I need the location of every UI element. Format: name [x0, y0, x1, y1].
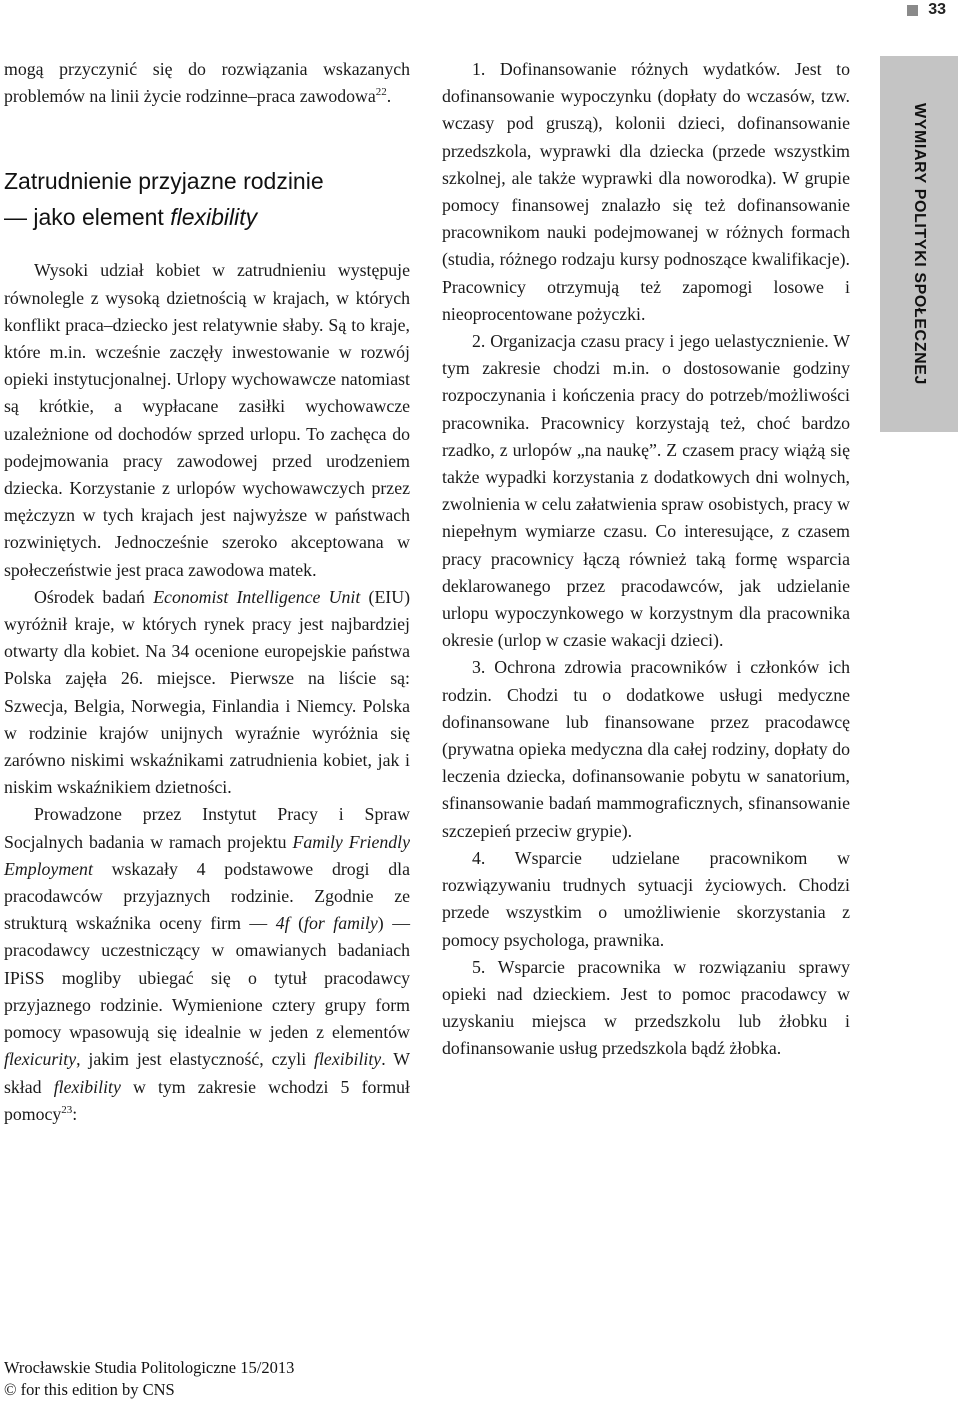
journal-name: Wrocławskie Studia Politologiczne 15/2013: [4, 1358, 295, 1377]
ipiss-text-e: , jakim jest elastyczność, czyli: [76, 1049, 315, 1070]
section-side-tab: [880, 56, 958, 432]
paragraph-eiu: [4, 584, 410, 802]
footnote-ref-23: 23: [61, 1103, 73, 1116]
intro-text: mogą przyczynić się do rozwiązania wskazanych problemów na linii życie rodzinne–praca zawodowa: [4, 59, 410, 107]
ipiss-text-b: wskazały 4 podstawowe drogi dla pracodawców przyjaznych rodzinie. Zgodnie ze strukturą wskaźnika oceny firm —: [4, 858, 410, 934]
term-4f: 4f: [275, 913, 290, 934]
square-icon: [907, 5, 918, 16]
project-name: Family Friendly Employment: [4, 831, 410, 879]
footnote-ref-22: 22: [375, 86, 387, 99]
list-item-3: 3. Ochrona zdrowia pracowników i członków ich rodzin. Chodzi tu o dodatkowe usługi medyczne dofinansowane lub finansowane przez pracodawcę (prywatna opieka medyczna dla całej rodziny, dopłaty do leczenia dziecka, dofinansowanie pobytu w sanatorium, sfinansowanie badań mammograficznych, sfinansowanie szczepień przeciw grypie).: [442, 657, 850, 841]
eiu-text-b: (EIU) wyróżnił kraje, w których rynek pracy jest najbardziej otwarty dla kobiet. Na 34 ocenione europejskie państwa Polska zajęła 26. miejsce. Pierwsze na liście są: Szwecja, Belgia, Norwegia, Finlandia i Niemcy. Polska w rodzinie krajów unijnych wyraźnie wyróżnia się zarówno niskimi wskaźnikami zatrudnienia kobiet, jak i niskim wskaźnikiem dzietności.: [4, 586, 410, 798]
right-column: [442, 56, 850, 1063]
heading-line-2: [4, 199, 410, 235]
side-tab-label: WYMIARY POLITYKI SPOŁECZNEJ: [911, 102, 928, 385]
paragraph-employment: Wysoki udział kobiet w zatrudnieniu występuje równolegle z wysoką dzietnością w krajach, w których konflikt praca–dziecko jest relatywnie słaby. Są to kraje, które m.in. wcześnie zaczęły inwestowanie w rozwój opieki instytucjonalnej. Urlopy wychowawcze natomiast są krótkie, a wypłacane zasiłki wychowawcze uzależnione od dochodów sprzed urlopu. To zachęca do podejmowania pracy zawodowej przed urodzeniem dziecka. Korzystanie z urlopów wychowawczych przez mężczyzn w tych krajach jest najwyższe w państwach rozwiniętych. Jednocześnie szeroko akceptowana w społeczeństwie jest praca zawodowa matek.: [4, 260, 410, 580]
term-for-family: for family: [304, 913, 378, 934]
copyright-notice: © for this edition by CNS: [4, 1380, 175, 1399]
list-item-1: 1. Dofinansowanie różnych wydatków. Jest to dofinansowanie wypoczynku (dopłaty do wczasów, tzw. wczasy pod gruszą), kolonii dzieci, dofinansowanie przedszkola, wyprawki dla dziecka (przede wszystkim szkolnej, ale także wyprawki dla noworodka). W grupie pomocy finansowej znalazło się też dofinansowanie pracownikom nauki podejmowanej w różnych formach (studia, różnego rodzaju kursy podnoszące kwalifikacje). Pracownicy otrzymują też zapomogi losowe i nieoprocentowane pożyczki.: [442, 59, 850, 324]
heading-flexibility: flexibility: [170, 204, 258, 231]
eiu-text-a: Ośrodek badań: [34, 586, 154, 607]
page-header: [907, 0, 946, 20]
ipiss-text-g: w tym zakresie wchodzi 5 formuł pomocy: [4, 1076, 410, 1124]
list-item-4: 4. Wsparcie udzielane pracownikom w rozwiązywaniu trudnych sytuacji życiowych. Chodzi przede wszystkim o umożliwienie skorzystania z pomocy psychologa, prawnika.: [442, 847, 850, 950]
term-flexibility-1: flexibility: [314, 1049, 382, 1070]
ipiss-text-f: . W skład: [4, 1049, 411, 1097]
ipiss-text-h: :: [72, 1103, 78, 1124]
term-flexibility-2: flexibility: [53, 1076, 121, 1097]
heading-line-2-prefix: — jako element: [4, 204, 171, 231]
list-item-5: 5. Wsparcie pracownika w rozwiązaniu sprawy opieki nad dzieckiem. Jest to pomoc pracodawcy w uzyskaniu miejsca w przedszkolu lub żłobku i dofinansowanie usług przedszkola bądź żłobka.: [442, 956, 850, 1059]
paragraph-ipiss: [4, 801, 410, 1127]
intro-end: .: [386, 86, 392, 107]
left-column: [4, 56, 410, 1128]
eiu-name: Economist Intelligence Unit: [153, 586, 361, 607]
ipiss-text-c: (: [289, 913, 305, 934]
ipiss-text-a: Prowadzone przez Instytut Pracy i Spraw Socjalnych badania w ramach projektu: [4, 804, 410, 852]
list-item-2: 2. Organizacja czasu pracy i jego uelastycznienie. W tym zakresie chodzi m.in. o dostosowanie godziny rozpoczynania i kończenia pracy do potrzeb/możliwości pracownika. Pracownicy korzystają też, choć bardzo rzadko, z urlopów „na naukę”. Z czasem pracy wiążą się także wypadki korzystania z dodatkowych dni wolnych, zwolnienia w celu załatwienia spraw osobistych, pracy w niepełnym wymiarze czasu. Co interesujące, z czasem pracy pracownicy łączą również taką formę wsparcia deklarowanego przez pracodawców, jak udzielanie urlopu wypoczynkowego w korzystnym dla pracownika okresie (urlop w czasie wakacji dzieci).: [442, 331, 850, 651]
heading-line-1: Zatrudnienie przyjazne rodzinie: [4, 168, 324, 195]
term-flexicurity: flexicurity: [4, 1049, 77, 1070]
page-footer: [4, 1357, 294, 1401]
intro-paragraph: [4, 56, 410, 110]
ipiss-text-d: ) — pracodawcy uczestniczący w omawianych badaniach IPiSS mogliby ubiegać się o tytuł pracodawcy przyjaznego rodzinie. Wymienione cztery grupy form pomocy wpasowują się idealnie w jeden z elementów: [4, 913, 410, 1043]
page-number: 33: [928, 1, 946, 18]
section-heading: [4, 163, 410, 235]
